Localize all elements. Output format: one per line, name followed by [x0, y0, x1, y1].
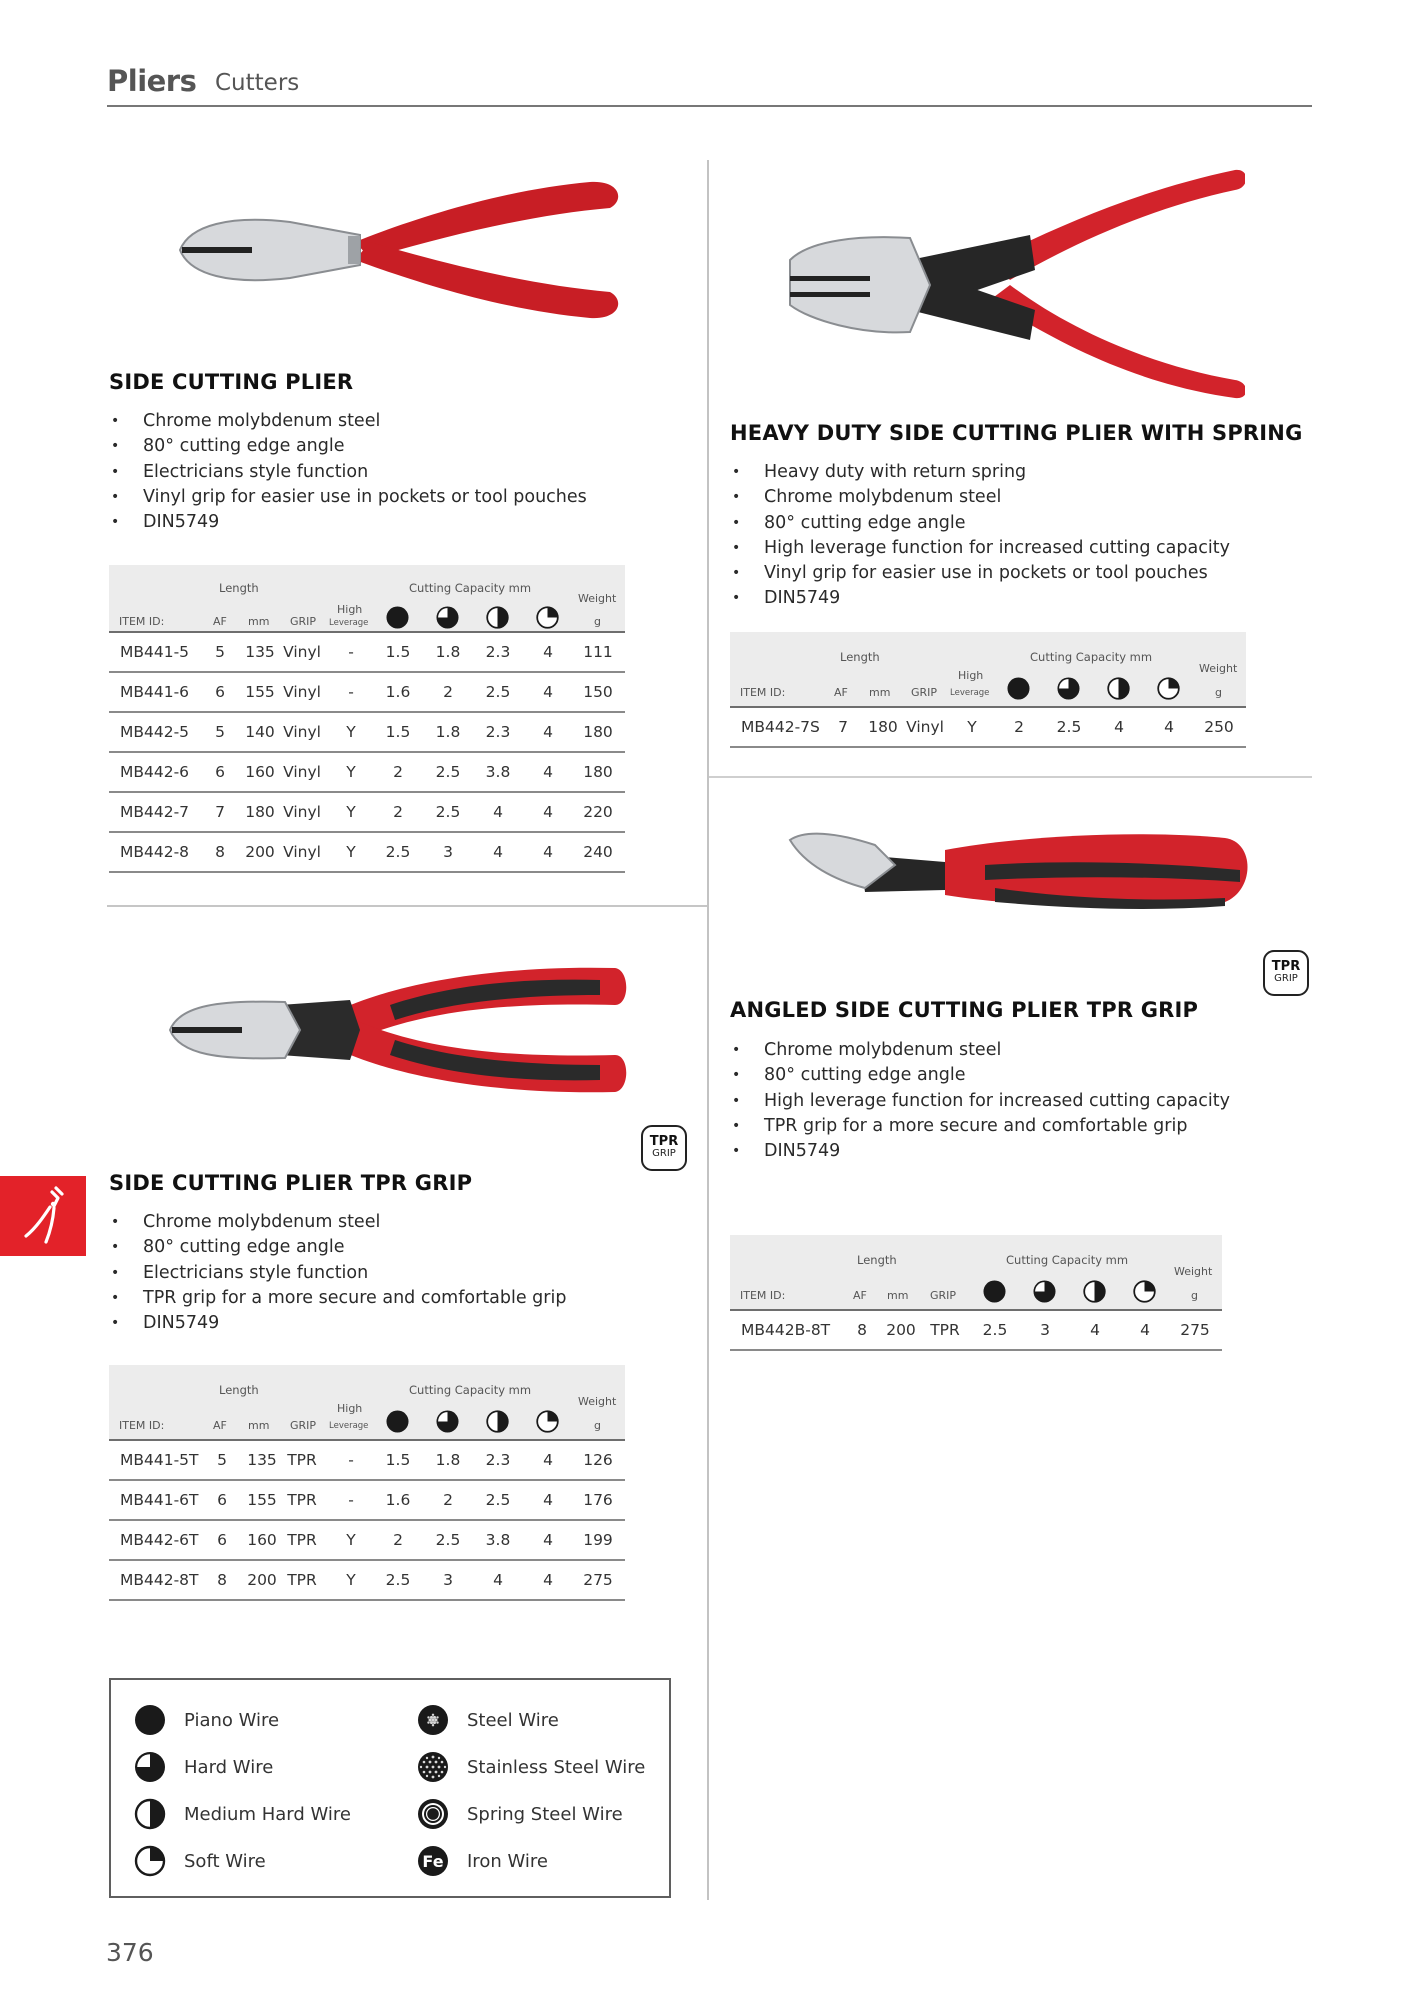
col-weight: Weight	[578, 592, 617, 605]
medium-hard-wire-icon	[1106, 676, 1131, 701]
col-group-cutting: Cutting Capacity mm	[1030, 650, 1153, 664]
wire-type-legend	[109, 1678, 671, 1898]
feature-item: • 80° cutting edge angle	[111, 436, 345, 457]
category-side-tab[interactable]	[0, 1176, 86, 1256]
legend-item: Stainless Steel Wire	[416, 1749, 645, 1785]
feature-item: • Vinyl grip for easier use in pockets or tool pouches	[111, 486, 587, 507]
product-title: SIDE CUTTING PLIER	[109, 370, 354, 394]
hard-wire-icon	[435, 1409, 460, 1434]
col-mm: mm	[248, 1419, 270, 1432]
table-row: MB442-7S 7 180 Vinyl Y 2 2.5 4 4 250	[730, 708, 1246, 748]
table-header	[730, 632, 1246, 708]
col-group-cutting: Cutting Capacity mm	[409, 581, 532, 595]
legend-item: Iron Wire	[416, 1843, 548, 1879]
col-group-length: Length	[840, 650, 880, 664]
feature-item: • Chrome molybdenum steel	[732, 1040, 1002, 1060]
tpr-grip-badge: TPR GRIP	[641, 1125, 687, 1171]
column-divider	[707, 160, 709, 1900]
feature-item: • DIN5749	[732, 1141, 841, 1162]
col-mm: mm	[869, 686, 891, 699]
section-subtitle: Cutters	[215, 70, 300, 96]
table-row: MB442-6 6 160 Vinyl Y 2 2.5 3.8 4 180	[109, 753, 625, 793]
spec-table	[730, 1235, 1222, 1351]
medium-hard-wire-icon	[485, 605, 510, 630]
soft-wire-icon	[1156, 676, 1181, 701]
feature-item: • 80° cutting edge angle	[732, 512, 966, 533]
feature-list	[109, 409, 587, 535]
col-weight-unit: g	[1191, 1289, 1198, 1302]
table-row: MB442-7 7 180 Vinyl Y 2 2.5 4 4 220	[109, 793, 625, 833]
legend-item: Piano Wire	[133, 1702, 279, 1738]
feature-item: • 80° cutting edge angle	[111, 1237, 345, 1258]
piano-wire-icon	[1006, 676, 1031, 701]
table-row: MB441-6T 6 155 TPR - 1.6 2 2.5 4 176	[109, 1481, 625, 1521]
soft-wire-icon	[1132, 1279, 1157, 1304]
col-leverage: Leverage	[329, 618, 369, 628]
product-image-heavy-duty-plier	[780, 160, 1245, 420]
col-mm: mm	[248, 615, 270, 628]
piano-wire-icon	[982, 1279, 1007, 1304]
steel-wire-icon	[416, 1703, 450, 1737]
col-grip: GRIP	[290, 615, 317, 628]
feature-item: • High leverage function for increased cutting capacity	[732, 537, 1230, 558]
table-row: MB442B-8T 8 200 TPR 2.5 3 4 4 275	[730, 1311, 1222, 1351]
feature-item: • Chrome molybdenum steel	[111, 411, 381, 431]
feature-item: • Vinyl grip for easier use in pockets or tool pouches	[732, 563, 1208, 584]
legend-item: Steel Wire	[416, 1702, 559, 1738]
col-weight: Weight	[578, 1395, 617, 1408]
piano-wire-icon	[385, 1409, 410, 1434]
medium-hard-wire-icon	[485, 1409, 510, 1434]
col-group-cutting: Cutting Capacity mm	[409, 1383, 532, 1397]
iron-wire-icon	[416, 1844, 450, 1878]
right-section-divider	[709, 776, 1312, 778]
table-row: MB442-8 8 200 Vinyl Y 2.5 3 4 4 240	[109, 833, 625, 873]
spec-table	[109, 565, 625, 873]
table-row: MB441-5T 5 135 TPR - 1.5 1.8 2.3 4 126	[109, 1441, 625, 1481]
col-group-length: Length	[219, 581, 259, 595]
table-header	[730, 1235, 1222, 1311]
stainless-steel-wire-icon	[416, 1750, 450, 1784]
feature-item: • 80° cutting edge angle	[732, 1065, 966, 1086]
medium-hard-wire-icon	[1082, 1279, 1107, 1304]
feature-list	[109, 1210, 566, 1336]
feature-item: • High leverage function for increased cutting capacity	[732, 1090, 1230, 1111]
col-high: High	[337, 603, 363, 616]
hard-wire-icon	[435, 605, 460, 630]
feature-item: • DIN5749	[111, 1313, 220, 1334]
product-title: HEAVY DUTY SIDE CUTTING PLIER WITH SPRING	[730, 421, 1303, 445]
table-header	[109, 565, 625, 633]
col-grip: GRIP	[911, 686, 938, 699]
feature-list	[730, 1038, 1230, 1164]
product-image-angled-tpr-plier	[785, 810, 1255, 930]
header-rule	[107, 105, 1312, 107]
feature-item: • DIN5749	[111, 512, 220, 533]
col-weight: Weight	[1199, 662, 1238, 675]
table-row: MB442-6T 6 160 TPR Y 2 2.5 3.8 4 199	[109, 1521, 625, 1561]
col-af: AF	[853, 1289, 867, 1302]
col-af: AF	[834, 686, 848, 699]
feature-list	[730, 460, 1230, 612]
col-group-length: Length	[857, 1253, 897, 1267]
product-title: SIDE CUTTING PLIER TPR GRIP	[109, 1171, 473, 1195]
col-weight: Weight	[1174, 1265, 1213, 1278]
piano-wire-icon	[385, 605, 410, 630]
feature-item: • Chrome molybdenum steel	[732, 487, 1002, 508]
col-weight-unit: g	[594, 615, 601, 628]
spring-steel-wire-icon	[416, 1797, 450, 1831]
spec-table	[730, 632, 1246, 748]
table-header	[109, 1365, 625, 1441]
col-leverage: Leverage	[329, 1421, 369, 1431]
table-row: MB441-5 5 135 Vinyl - 1.5 1.8 2.3 4 111	[109, 633, 625, 673]
col-item-id: ITEM ID:	[740, 686, 786, 699]
feature-item: • Electricians style function	[111, 1262, 369, 1283]
col-grip: GRIP	[290, 1419, 317, 1432]
soft-wire-icon	[133, 1844, 167, 1878]
col-grip: GRIP	[930, 1289, 957, 1302]
section-title: Pliers	[107, 64, 197, 98]
col-mm: mm	[887, 1289, 909, 1302]
page-number: 376	[106, 1938, 154, 1967]
col-leverage: Leverage	[950, 688, 990, 698]
hard-wire-icon	[1032, 1279, 1057, 1304]
legend-item: Hard Wire	[133, 1749, 273, 1785]
legend-item: Spring Steel Wire	[416, 1796, 623, 1832]
table-row: MB442-5 5 140 Vinyl Y 1.5 1.8 2.3 4 180	[109, 713, 625, 753]
col-item-id: ITEM ID:	[119, 615, 165, 628]
col-item-id: ITEM ID:	[740, 1289, 786, 1302]
feature-item: • Heavy duty with return spring	[732, 462, 1027, 482]
pliers-icon	[0, 1176, 86, 1256]
col-high: High	[337, 1402, 363, 1415]
soft-wire-icon	[535, 1409, 560, 1434]
table-row: MB441-6 6 155 Vinyl - 1.6 2 2.5 4 150	[109, 673, 625, 713]
feature-item: • Electricians style function	[111, 461, 369, 482]
col-high: High	[958, 669, 984, 682]
left-section-divider	[107, 905, 707, 907]
hard-wire-icon	[133, 1750, 167, 1784]
feature-item: • TPR grip for a more secure and comfortable grip	[111, 1287, 567, 1308]
product-title: ANGLED SIDE CUTTING PLIER TPR GRIP	[730, 998, 1199, 1022]
product-image-tpr-side-cutting-plier	[160, 940, 630, 1120]
feature-item: • Chrome molybdenum steel	[111, 1212, 381, 1232]
legend-item: Soft Wire	[133, 1843, 266, 1879]
col-group-length: Length	[219, 1383, 259, 1397]
piano-wire-icon	[133, 1703, 167, 1737]
col-weight-unit: g	[1215, 686, 1222, 699]
soft-wire-icon	[535, 605, 560, 630]
spec-table	[109, 1365, 625, 1601]
medium-hard-wire-icon	[133, 1797, 167, 1831]
tpr-grip-badge: TPR GRIP	[1263, 950, 1309, 996]
col-weight-unit: g	[594, 1419, 601, 1432]
col-af: AF	[213, 1419, 227, 1432]
product-image-side-cutting-plier	[170, 160, 625, 340]
feature-item: • TPR grip for a more secure and comfortable grip	[732, 1115, 1188, 1136]
col-item-id: ITEM ID:	[119, 1419, 165, 1432]
col-af: AF	[213, 615, 227, 628]
col-group-cutting: Cutting Capacity mm	[1006, 1253, 1129, 1267]
hard-wire-icon	[1056, 676, 1081, 701]
feature-item: • DIN5749	[732, 588, 841, 609]
table-row: MB442-8T 8 200 TPR Y 2.5 3 4 4 275	[109, 1561, 625, 1601]
legend-item: Medium Hard Wire	[133, 1796, 351, 1832]
